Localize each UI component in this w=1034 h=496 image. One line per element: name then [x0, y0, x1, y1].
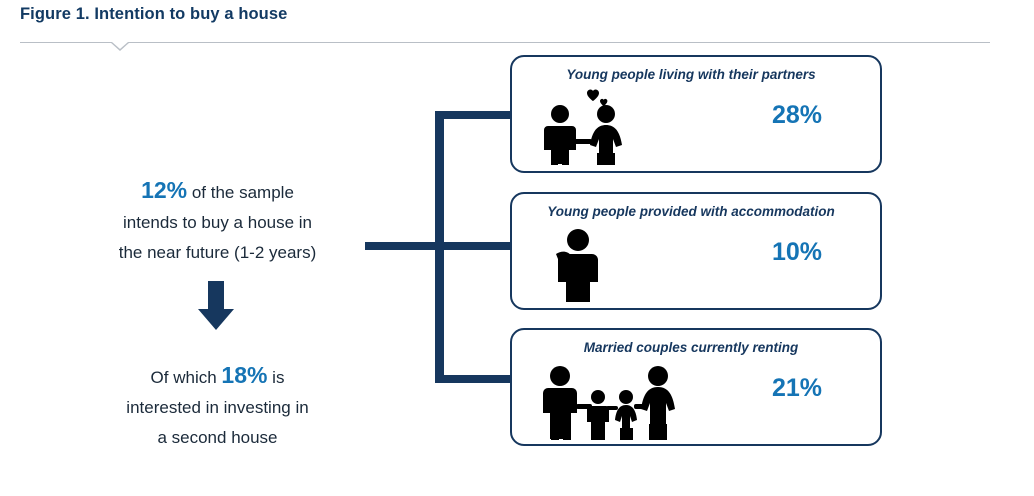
couple-icon — [534, 87, 654, 170]
summary-line-4 — [85, 360, 350, 393]
summary-line-6: a second house — [157, 428, 278, 447]
summary-line-4-post: is — [267, 368, 285, 387]
stat-card-title: Young people provided with accommodation — [547, 204, 835, 219]
secondary-percentage: 18% — [221, 362, 268, 388]
stat-card-couples[interactable] — [510, 55, 882, 173]
summary-line-1 — [85, 175, 350, 208]
stat-card-title: Married couples currently renting — [583, 340, 799, 355]
title-divider — [20, 42, 990, 43]
primary-percentage: 12% — [141, 177, 188, 203]
bracket-connector — [365, 95, 525, 395]
family-icon — [534, 360, 694, 445]
title-notch-inner-icon — [112, 42, 128, 49]
stat-card-value: 28% — [771, 101, 822, 129]
person-with-backpack-icon — [534, 224, 654, 307]
summary-statement-primary — [85, 175, 350, 268]
summary-line-1-rest: of the sample — [187, 183, 294, 202]
summary-line-4-pre: Of which — [150, 368, 222, 387]
stat-card-married-renting[interactable] — [510, 328, 882, 446]
summary-line-3: the near future (1-2 years) — [118, 243, 317, 262]
stat-card-title: Young people living with their partners — [566, 67, 816, 82]
stat-card-value: 21% — [771, 374, 822, 402]
page-title: Figure 1. Intention to buy a house — [20, 5, 288, 23]
summary-line-5: interested in investing in — [126, 398, 309, 417]
summary-statement-secondary — [85, 360, 350, 453]
stat-card-value: 10% — [771, 238, 822, 266]
summary-line-2: intends to buy a house in — [122, 213, 313, 232]
down-arrow-icon — [196, 281, 236, 331]
stat-card-accommodation[interactable] — [510, 192, 882, 310]
